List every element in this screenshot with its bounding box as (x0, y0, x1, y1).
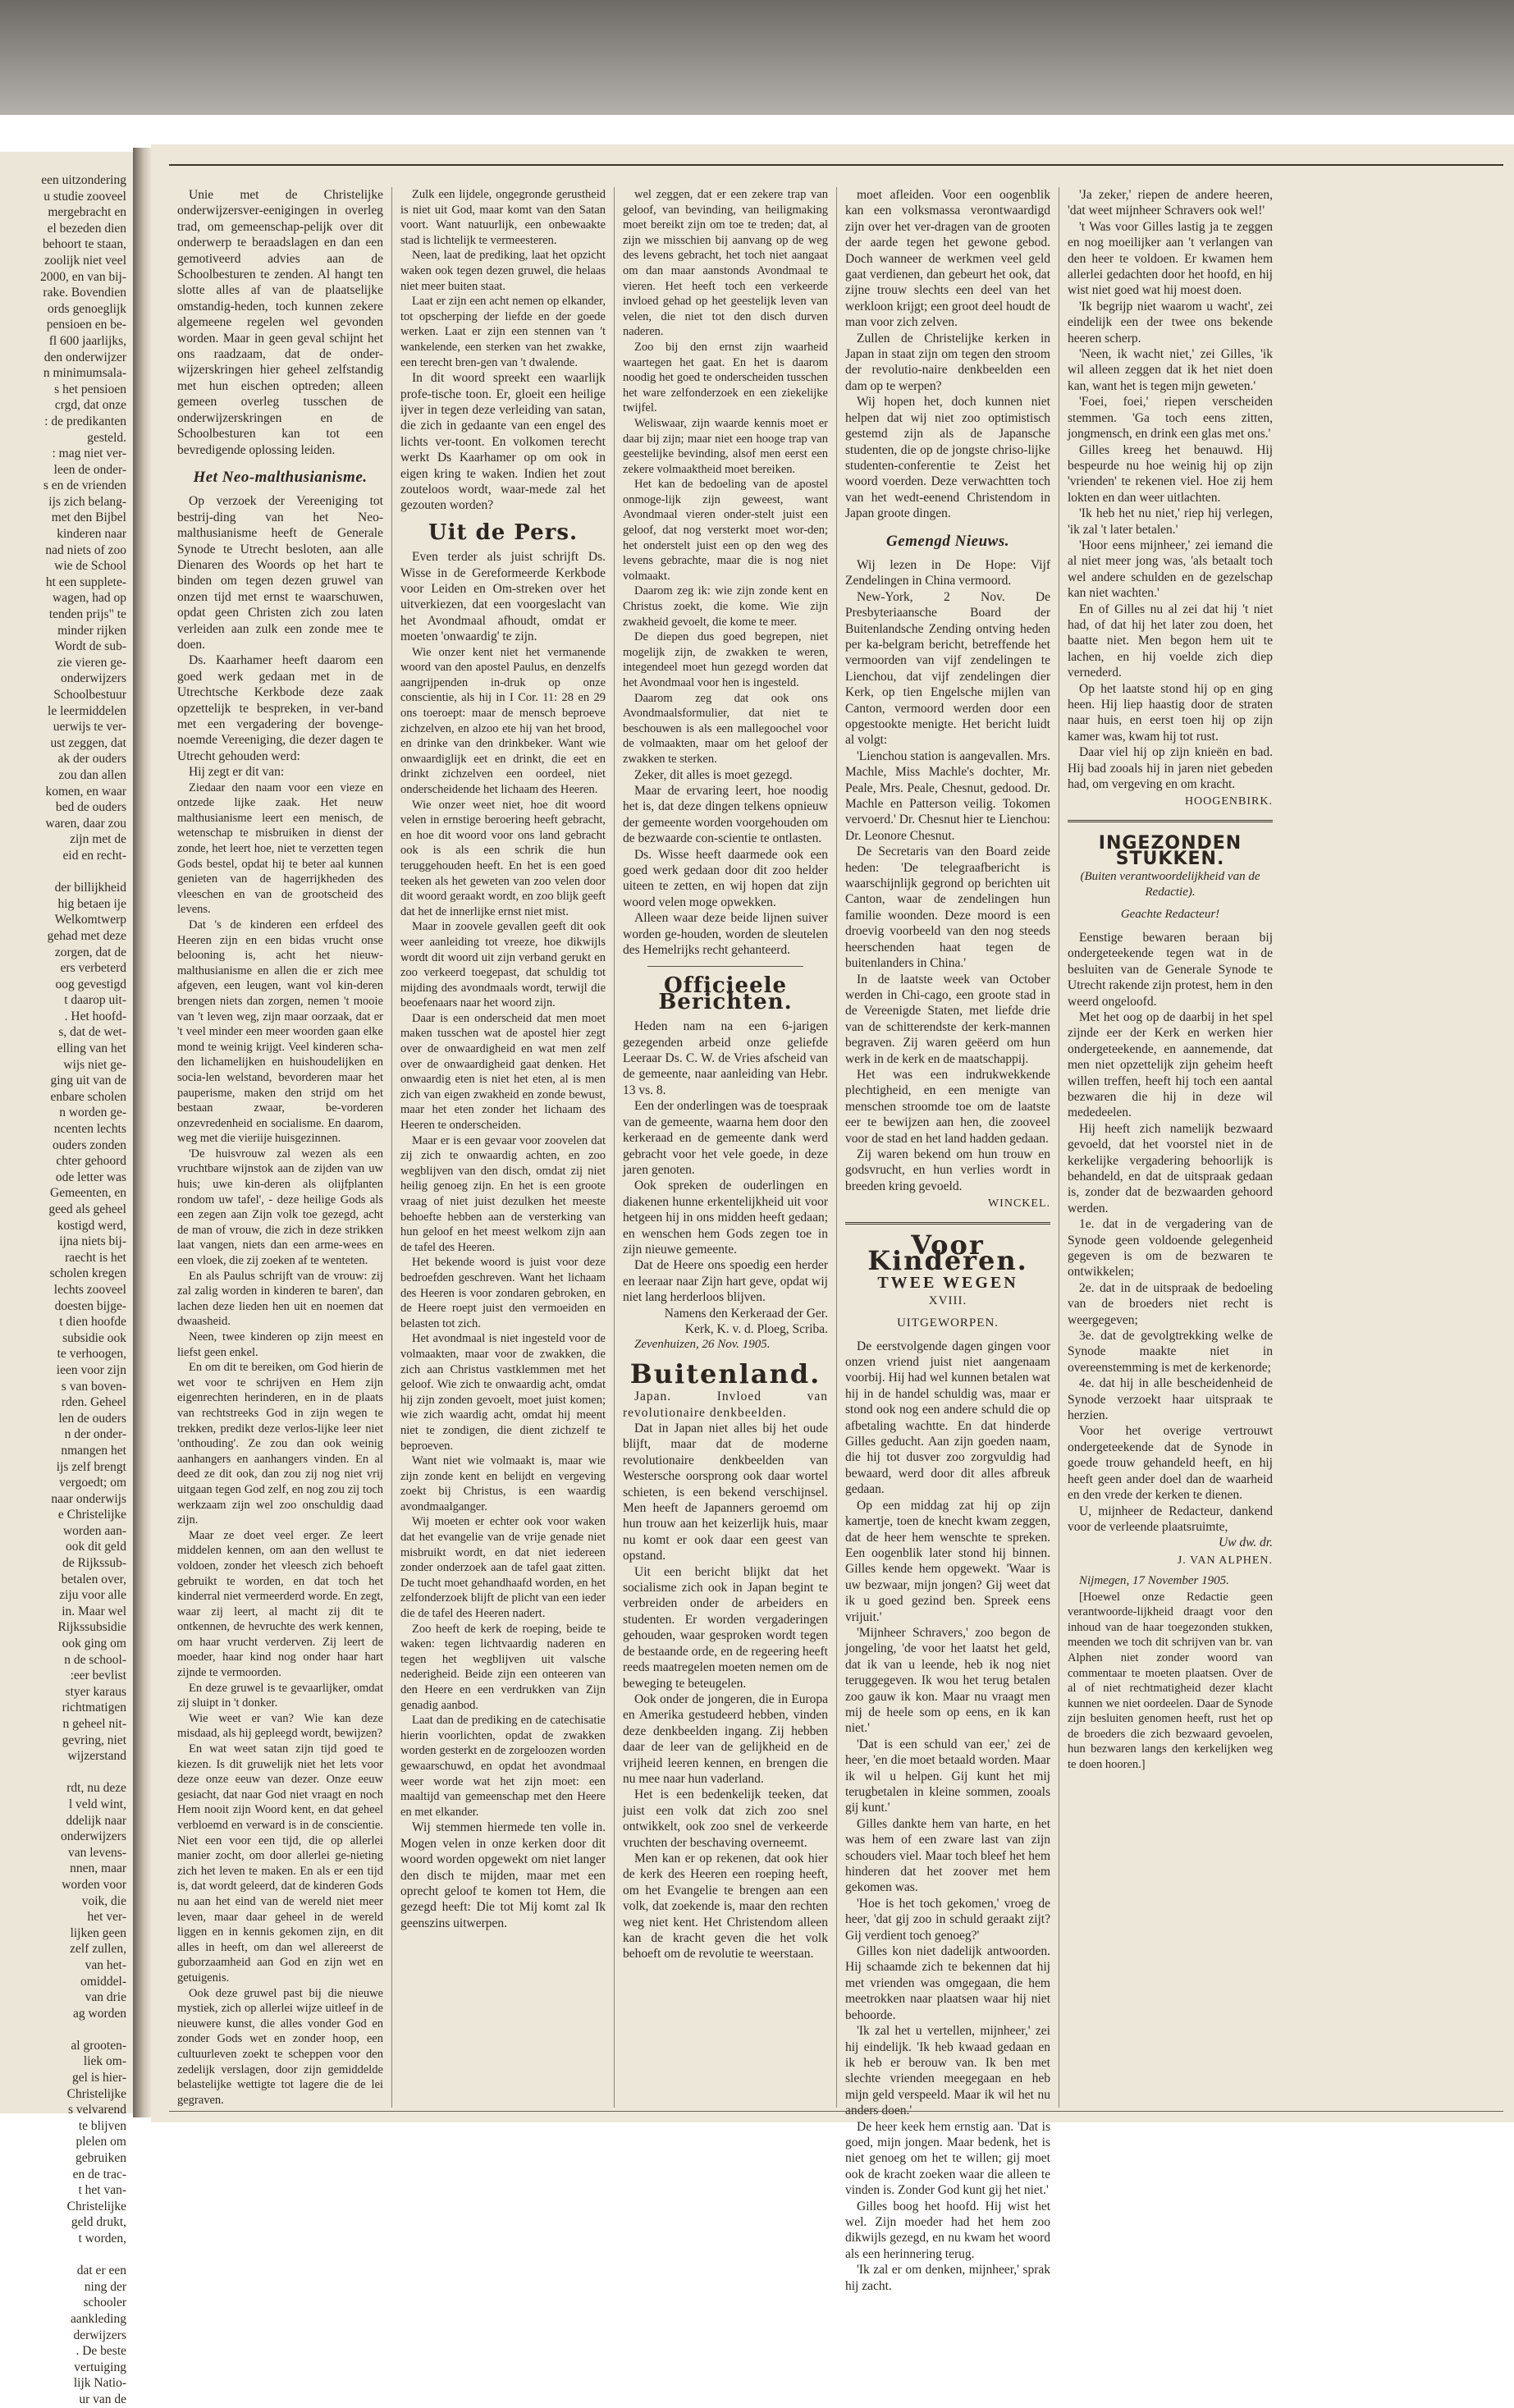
column-1 (169, 187, 391, 2108)
story-text: Gilles boog het hoofd. Hij wist het wel. Zijn moeder had het hem zoo dikwijls gezegd, en nu kwam het woord als een herinnering terug. (845, 2199, 1050, 2261)
quoted-text: Wie weet er van? Wie kan deze misdaad, als hij gepleegd wordt, bewijzen? (177, 1711, 383, 1741)
article-text: Ook onder de jongeren, die in Europa en Amerika gestudeerd hebben, vinden deze denkbeelden ingang. Zij hebben daar de leer van de gelijkheid en de vrijheid leeren kennen, en brengen die nu mee naar hun vaderland. (623, 1692, 828, 1786)
story-text: 'Dat is een schuld van eer,' zei de heer, 'en die moet betaald worden. Maar ik wil u helpen. Gij kunt het mij terugbetalen in kleine sommen, zooals gij kunt.' (845, 1737, 1050, 1815)
story-text: Gilles kon niet dadelijk antwoorden. Hij schaamde zich te bekennen dat hij met vrienden was omgegaan, die hem meetrokken naar plaatsen waar hij niet behoorde. (845, 1944, 1050, 2022)
article-text: In de laatste week van October werden in Chi-cago, een groote stad in de Vereenigde Staten, met liefde drie van de schitterendste der kerk-mannen begraven. Zij waren geëerd om hun werk in de kerk en de maatschappij. (845, 972, 1050, 1066)
quoted-text: Zoo heeft de kerk de roeping, beide te waken: tegen lichtvaardig naderen en tegen het wegblijven uit valsche nederigheid. Beide zijn een onteeren van den Heere en een verdrukken van Zijn genadig aanbod. (400, 1622, 606, 1712)
dateline: Zevenhuizen, 26 Nov. 1905. (634, 1338, 771, 1352)
salutation: Geachte Redacteur! (1120, 908, 1220, 922)
letter-text: U, mijnheer de Redacteur, dankend voor de verleende plaatsruimte, (1068, 1504, 1273, 1534)
quoted-text: En wat weet satan zijn tijd goed te kiezen. Is dit gruwelijk niet het lets voor deze onze eeuw van dezer. Onze eeuw gesiacht, dat naar God niet vraagt en noch Hem nooit zijn Woord kent, en dat geheel verbloemd en verward is in de conscientie. Niet een voor een tijd, die op allerlei manier zocht, om door allerlei ge-nieting zich het leven te maken. En als er een tijd is, dat wordt geleerd, dat de kinderen Gods nu aan het eind van de wereld niet meer leven, maar daar geheel in de wereld liggen en in kennis gekomen zijn, en dit alles in heeft, om dan wel allereerst de guborzaamheid aan God en zijn wet en getuigenis. (177, 1742, 383, 1985)
article-text: Ds. Wisse heeft daarmede ook een goed werk gedaan door dit zoo helder uiteen te zetten, en wij hopen dat zijn woord velen moge opwekken. (623, 847, 828, 909)
story-text: 'Ja zeker,' riepen de andere heeren, 'dat weet mijnheer Schravers ook wel!' (1068, 188, 1273, 218)
bottom-rule (169, 2111, 1503, 2112)
article-text: Op verzoek der Vereeniging tot bestrij-ding van het Neo-malthusianisme heeft de Generale Synode te Utrecht besloten, aan alle Dienaren des Woords op het hart te binden om tegen dezen gruwel van onzen tijd met ernst te waarschuwen, opdat geen Christen zich zou laten verleiden aan zulk een zonde mee te doen. (177, 494, 383, 652)
quoted-text: Het kan de bedoeling van de apostel onmoge-lijk zijn geweest, want Avondmaal vieren onder-stelt juist een geloof, dat nog versterkt moet wor-den; het onderstelt juist een op den weg des levens gebrachte, maar die is nog niet volmaakt. (623, 478, 828, 583)
news-subject: Japan. Invloed van revolutionaire denkbeelden. (623, 1389, 828, 1420)
signature: HOOGENBIRK. (1184, 795, 1273, 808)
heading-uit-de-pers: Uit de Pers. (428, 520, 579, 545)
previous-page-fragment (0, 152, 134, 2406)
heading-subtitle: (Buiten verantwoordelijkheid van de Redactie). (1080, 869, 1260, 900)
story-text: De heer keek hem ernstig aan. 'Dat is goed, mijn jongen. Maar bedenk, het is niet genoeg om het te willen; gij moet ook de kracht zoeken waar die alleen te vinden is. Zonder God kunt gij het niet.' (845, 2119, 1050, 2198)
story-title: TWEE WEGEN (877, 1274, 1018, 1293)
letter-text: Voor het overige vertrouwt ondergeteekende dat de Synode in goede trouw gehandeld heeft, en hij heeft geen ander doel dan de waarheid en den vrede der kerken te dienen. (1068, 1424, 1273, 1503)
article-text: Heden nam na een 6-jarigen gezegenden arbeid onze geliefde Leeraar Ds. C. W. de Vries afscheid van de gemeente, naar aanleiding van Hebr. 13 vs. 8. (623, 1019, 828, 1097)
heading-voor-kinderen: Voor Kinderen. (867, 1229, 1028, 1276)
article-text: Maar de ervaring leert, hoe noodig het is, dat deze dingen telkens opnieuw der gemeente worden voorgehouden om de bezwaarde con-scientie te ontlasten. (623, 783, 828, 846)
top-rule (169, 164, 1503, 166)
article-text: Zij waren bekend om hun trouw en godsvrucht, en hun verlies wordt in breeden kring gevoeld. (845, 1147, 1050, 1193)
page-gutter (133, 148, 151, 2117)
article-text: Ds. Kaarhamer heeft daarom een goed werk gedaan met in de Utrechtsche Kerkbode deze zaak opzettelijk te bespreken, in ver-band met een vergadering der bovenge-noemde Vereeniging, die dezer dagen te Utrecht gehouden werd: (177, 653, 383, 763)
quoted-text: De diepen dus goed begrepen, niet mogelijk zijn, de zwakken te weren, integendeel moet hun gezegd worden dat het Avondmaal voor hen is ingesteld. (623, 630, 828, 689)
article-text: Ook spreken de ouderlingen en diakenen hunne erkentelijkheid uit voor hetgeen hij in ons midden heeft gedaan; en wenschen hem Gods zegen toe in zijn nieuwe gemeente. (623, 1179, 828, 1257)
editorial-note: [Hoewel onze Redactie geen verantwoorde-lijkheid draagt voor den inhoud van de haar toegezonden stukken, meenden we toch dit schrijven van br. van Alphen niet zonder woord van commentaar te moeten plaatsen. Over de al of niet rechtmatigheid dezer klacht kunnen we niet oordeelen. Daar de Synode zijn besluiten genomen heeft, rust het op de broeders die zich bezwaard gevoelen, hun bezwaren langs den kerkelijken weg te doen hooren.] (1068, 1590, 1273, 1772)
story-text: De eerstvolgende dagen gingen voor onzen vriend juist niet aangenaam voorbij. Hij had wel kunnen betalen wat hij in de handel schuldig was, maar er stond ook nog een andere schuld die op afbetaling wachtte. En dat hinderde Gilles geducht. Aan zijn goeden naam, die hij tot dusver zoo zorgvuldig had bewaard, werd door dit alles afbreuk gedaan. (845, 1339, 1050, 1497)
story-text: Daar viel hij op zijn knieën en bad. Hij bad zooals hij in jaren niet gebeden had, om vergeving en om kracht. (1068, 745, 1273, 792)
article-text: De Secretaris van den Board zeide heden: 'De telegraafbericht is waarschijnlijk gegrond op berichten uit Canton, waar de zendelingen hun familie woonden. Deze moord is een droevig voorbeeld van den nog steeds heerschenden haat tegen de buitenlanders in China.' (845, 845, 1050, 971)
heading-buitenland: Buitenland. (629, 1357, 821, 1389)
closing: Uw dw. dr. (1218, 1536, 1273, 1550)
story-text: 'Ik zal er om denken, mijnheer,' sprak hij zacht. (845, 2263, 1050, 2293)
dateline: Nijmegen, 17 November 1905. (1079, 1574, 1229, 1588)
heading-gemengd-nieuws: Gemengd Nieuws. (886, 532, 1009, 550)
story-text: 't Was voor Gilles lastig ja te zeggen en nog moeilijker aan 't verlangen van den heer te voldoen. Er kwamen hem allerlei gedachten door het hoofd, en hij wist niet goed wat hij moest doen. (1068, 219, 1273, 298)
quoted-text: Ook deze gruwel past bij die nieuwe mystiek, zich op allerlei wijze uitleef in de nieuwere kunst, die alles vonder God en zonder Gods wet en zonder hoop, een cultuurleven zoekt te scheppen voor den zedelijk verslagen, door zijn gemiddelde belastelijke wettigte tot lagere die de lei gegraven. (177, 1986, 383, 2107)
story-text: 'Ik heb het nu niet,' riep hij verlegen, 'ik zal 't later betalen.' (1068, 506, 1273, 537)
scanner-backdrop (0, 0, 1514, 123)
column-5 (1059, 187, 1281, 2108)
quoted-text: Daar is een onderscheid dat men moet maken tusschen wat de apostel hier zegt over de onwaardigheid en wat men zelf over de onwaardigheid gaat denken. Het onwaardig eten is niet het eten, al is men zich van eigen zwakheid en zonde bewust, maar het eten zonder het lichaam des Heeren te onderscheiden. (400, 1011, 606, 1133)
quoted-text: Zoo bij den ernst zijn waarheid waartegen het gaat. En het is daarom noodig het goed te onderscheiden tusschen het ware zelfonderzoek en een ziekelijke twijfel. (623, 340, 828, 415)
letter-text: Eenstige bewaren beraan bij ondergeteekende tegen wat in de besluiten van de Generale Synode te Utrecht rakende zijn protest, hem in den weerd ongeloofd. (1068, 930, 1273, 1009)
article-text: Even terder als juist schrijft Ds. Wisse in de Gereformeerde Kerkbode voor Leiden en Om-streken over het uitverkiezen, dat een voorgeslacht van het Avondmaal afhoudt, omdat er moeten 'onwaardig' te zijn. (400, 550, 606, 644)
chapter-number: XVIII. (928, 1293, 967, 1307)
article-text: In dit woord spreekt een waarlijk profe-tische toon. Er, gloeit een heilige ijver in tegen deze verleiding van satan, die zich in gedaante van een engel des lichts ver-toont. En volkomen terecht werkt Ds Kaarhamer op om ook in eigen kring te waken. Indien het zout zouteloos wordt, waar-mede zal het gezouten worden? (400, 371, 606, 513)
story-text: Gilles dankte hem van harte, en het was hem of een zware last van zijn schouders viel. Maar toch bleef het hem hinderen dat het zoover met hem gekomen was. (845, 1816, 1050, 1895)
story-text: Gilles kreeg het benauwd. Hij bespeurde nu hoe weinig hij op zijn 'vrienden' te rekenen viel. Hoe zij hem lokten en dan weer uitlachten. (1068, 442, 1273, 505)
quoted-text: Maar ze doet veel erger. Ze leert middelen kennen, om aan den wellust te voldoen, zonder het vleesch zich behoeft gebruikt te worden, en dat toch het kinderral niet vermeerderd worde. En zegt, waar zij leert, al macht zij dit te ontkennen, de hevruchte des werk kennen, om haar vrucht verderven. Zij leert de moeder, haar kind nog onder haar hart zijnde te vermoorden. (177, 1528, 383, 1680)
heading-neo-malthusianisme: Het Neo-malthusianisme. (193, 468, 368, 486)
quoted-text: Het avondmaal is niet ingesteld voor de volmaakten, maar voor de zwakken, die zich aan Christus vastklemmen met het geloof. Wie zich te onwaardig acht, omdat hij zijn zonden gevoelt, moet juist komen; wie zich waardig acht, omdat hij meent niet te zondigen, die dient zichzelf te beproeven. (400, 1332, 606, 1453)
quoted-text: Wij moeten er echter ook voor waken dat het evangelie van de vrije genade niet misbruikt wordt, en dat niet iedereen zonder onderzoek aan de tafel gaat zitten. De tucht moet gehandhaafd worden, en het zelfonderzoek blijft de plicht van een ieder die de tafel des Heeren nadert. (400, 1515, 606, 1621)
separator (845, 1222, 1050, 1225)
heading-ingezonden-stukken: INGEZONDEN STUKKEN. (1098, 832, 1242, 870)
quoted-text: Laat dan de prediking en de catechisatie hierin voorlichten, opdat de zwakken worden gesterkt en de zorgeloozen worden gewaarschuwd, en opdat het avondmaal weer worde wat het zijn moet: een maaltijd van gemeenschap met den Heere en met elkander. (400, 1714, 606, 1819)
story-text: Op een middag zat hij op zijn kamertje, toen de knecht kwam zeggen, dat de heer hem wenschte te spreken. Een oogenblik later stond hij binnen. Gilles kende hem opgewekt. 'Waar is uw bezwaar, mijn jongen? Gij weet dat ik u goed gezind ben. Spreek eens vrijuit.' (845, 1498, 1050, 1624)
previous-page-text: een uitzondering u studie zooveel mergebracht en el bezeden dien behoort te staan, zoolijk niet veel 2000, en van bij- rake. Bovendien ords genoeglijk pensioen en be- fl 600 jaarlijks, den onderwijzer n minimumsala- s het pensioen crgd, dat onze : de predikanten gesteld. : mag niet ver- leen de onder- s en de vrienden ijs zich belang- met den Bijbel kinderen naar nad niets of zoo wie de School ht een supplete- wagen, had op tenden prijs" te minder rijken Wordt de sub- zie vieren ge- onderwijzers Schoolbestuur le leermiddelen uerwijs te ver- ust zeggen, dat ak der ouders zou dan allen komen, en waar bed de ouders waren, daar zou zijn met de eid en recht- der billijkheid hig betaen ije Welkomtwerp gehad met deze zorgen, dat de ers verbeterd oog gevestigd t daarop uit- . Het hoofd- s, dat de wet- elling van het wijs niet ge- ging uit van de enbare scholen n worden ge- ncenten lechts ouders zonden chter gehoord ode letter was Gemeenten, en geed als geheel kostigd werd, ijna niets bij- raecht is het scholen kregen lechts zooveel doesten bijge- t dien hoofde subsidie ook te verhoogen, ieen voor zijn s van boven- rden. Geheel len de ouders n der onder- nmangen het ijs zelf brengt vergoedt; om naar onderwijs e Christelijke worden aan- ook dit geld de Rijkssub- betalen over, ziju voor alle in. Maar wel Rijkssubsidie ook ging om n de school- :eer bevlist styer karaus richtmatigen n geheel nit- gevring, niet wijzerstand rdt, nu deze l veld wint, ddelijk naar onderwijzers van levens- nnen, maar worden voor voik, die het ver- lijken geen zelf zullen, van het- omiddel- van drie ag worden al grooten- liek om- gel is hier- Christelijke s velvarend te blijven plelen om gebruiken en de trac- t het van- Christelijke geld drukt, t worden, dat er een ning der schooler aankleding derwijzers . De beste vertuiging lijk Natio- ur van de (39, 173, 126, 2406)
article-text: 'Lienchou station is aangevallen. Mrs. Machle, Miss Machle's dochter, Mr. Peale, Mrs. Peale, Chesnut, gedood. Dr. Machle en Patterson veilig. Tokomen vervoerd.' Dr. Chesnut hier te Lienchou: Dr. Leonore Chesnut. (845, 748, 1050, 843)
article-text: Dat in Japan niet alles bij het oude blijft, maar dat de moderne revolutionaire denkbeelden van Westersche oorsprong ook daar wortel schieten, is een bekend verschijnsel. Men heeft de Japanners geroemd om hun trouw aan het keizerlijk huis, maar nu komt er ook daar een geest van opstand. (623, 1421, 828, 1563)
article-text: Alleen waar deze beide lijnen suiver worden ge-houden, worden de sleutelen des Hemelrijks recht gehanteerd. (623, 911, 828, 958)
story-text: 'Foei, foei,' riepen verscheiden stemmen. 'Ga toch eens zitten, jongmensch, en drink een glas met ons.' (1068, 395, 1273, 442)
quoted-text: Daarom zeg dat ook ons Avondmaalsformulier, dat niet te beschouwen is als een mallegoochel voor de volmaakten, maar om het geloof der zwakken te sterken. (623, 691, 828, 766)
quoted-text: Het bekende woord is juist voor deze bedroefden geschreven. Want het lichaam des Heeren is voor zondaren gebroken, en de Heere roept juist den vermoeiden en belasten tot zich. (400, 1256, 606, 1330)
story-text: 'Hoor eens mijnheer,' zei iemand die al niet meer jong was, 'als betaalt toch wel andere schulden en de gezelschap kan niet wachten.' (1068, 538, 1273, 601)
quoted-text: Want niet wie volmaakt is, maar wie zijn zonde kent en belijdt en vergeving zoekt bij Christus, is een waardig avondmaalganger. (400, 1454, 606, 1513)
article-text: Het was een indrukwekkende plechtigheid, en een menigte van menschen stroomde toe om de laatste eer te bewijzen aan hen, die zooveel voor de stad en het land hadden gedaan. (845, 1067, 1050, 1146)
quoted-text: Ziedaar den naam voor een vieze en ontzede lijke zaak. Het neuw malthusianisme leert een menisch, de wetenschap te misbruiken in dienst der zonde, het leert hoe, niet te verzetten tegen Gods bestel, opdat hij te beter aal kunnen genieten van de hagerrijkheden des vleeschen en van de grootscheid des levens. (177, 781, 383, 917)
article-text: Wij hopen het, doch kunnen niet helpen dat wij niet zoo optimistisch gestemd zijn als de Japansche studenten, die op de jongste chriso-lijke studenten-conferentie te Zeist het woord voerden. Deze verwachtten toch van het wedt-eenend Christendom in Japan groote dingen. (845, 395, 1050, 521)
article-text: moet afleiden. Voor een oogenblik kan een volksmassa verontwaardigd zijn over het ver-dragen van de grooten der aarde tegen het gewone gebod. Doch wanneer de werkmen veel geld gaat verdienen, dan gebeurt het ook, dat zijne trouw slechts een deel van het werkloon krijgt; een groot deel houdt de man voor zich zelven. (845, 188, 1050, 330)
quoted-text: En als Paulus schrijft van de vrouw: zij zal zalig worden in kinderen te baren', dan lachen deze lieden hen uit en noemen dat dwaasheid. (177, 1269, 383, 1329)
signature: J. VAN ALPHEN. (1177, 1554, 1273, 1567)
chapter-title: UITGEWORPEN. (896, 1316, 999, 1330)
separator (647, 966, 803, 967)
letter-text: Hij heeft zich namelijk bezwaard gevoeld, dat het voorstel niet in de kerkelijke vergadering behoorlijk is behandeld, en dat de uitspraak gedaan is, zonder dat de bezwaarden gehoord werden. (1068, 1121, 1273, 1215)
letter-text: 1e. dat in de vergadering van de Synode geen voldoende gelegenheid gegeven is om de bezwaren te ontwikkelen; (1068, 1217, 1273, 1280)
column-4 (836, 187, 1059, 2293)
article-text: Dat de Heere ons spoedig een herder en leeraar naar Zijn hart geve, opdat wij niet lang herderloos blijven. (623, 1258, 828, 1305)
letter-text: 4e. dat hij in alle bescheidenheid de Synode verzoekt haar uitspraak te herzien. (1068, 1376, 1273, 1423)
quoted-text: Wie onzer weet niet, hoe dit woord velen in ernstige beroering heeft gebracht, en hoe dit woord voor ons land gebracht ook is als een schrik die hun teruggehouden heeft. En het is een goed teeken als het geweten van zoo velen door dit woord geraakt wordt, en zoo blijk geeft dat het de innerlijke ernst niet mist. (400, 798, 606, 918)
quoted-text: Weliswaar, zijn waarde kennis moet er daar bij zijn; maar niet een hooge trap van geestelijke bevinding, alsof men eerst een zekere volmaaktheid moet bereiken. (623, 416, 828, 476)
article-text: Zeker, dit alles is moet gezegd. (634, 767, 793, 782)
column-2 (391, 187, 614, 2108)
story-text: 'Neen, ik wacht niet,' zei Gilles, 'ik wil alleen zeggen dat ik het niet doen kan, want het is tegen mijn geweten.' (1068, 347, 1273, 393)
quoted-text: Maar er is een gevaar voor zoovelen dat zij zich te onwaardig achten, en zoo wegblijven van den disch, omdat zij niet heilig genoeg zijn. En het is een groote vraag of niet juist dezulken het meeste behoefte hebben aan de versterking van hun geloof en het meest welkom zijn aan de tafel des Heeren. (400, 1133, 606, 1254)
quoted-text: Neen, twee kinderen op zijn meest en liefst geen enkel. (177, 1330, 383, 1359)
column-3 (614, 187, 836, 2108)
quoted-text: 'De huisvrouw zal wezen als een vruchtbare wijnstok aan de zijden van uw huis; uwe kin-deren als olijfplanten rondom uw tafel', - deze heilige Gods als een zegen aan Zijn volk toe gezegd, acht de man of vrouw, die zich in deze strikken laat vangen, niets dan een arme-wees en een vloek, die zij zoeken af te wenteten. (177, 1147, 383, 1268)
letter-text: 3e. dat de gevolgtrekking welke de Synode maakte niet in overeenstemming is met de kerkenorde; (1068, 1329, 1273, 1375)
quoted-text: Maar in zoovele gevallen geeft dit ook weer aanleiding tot vreeze, hoe dikwijls wordt dit woord uit zijn verband gerukt en zoo verkeerd toegepast, dat schuldig tot mijding des avondmaals wordt, terwijl die beoefenaars naar het woord zijn. (400, 920, 606, 1010)
article-text: Men kan er op rekenen, dat ook hier de kerk des Heeren een roeping heeft, om het Evangelie te brengen aan een volk, dat zoekende is, maar den rechten weg niet kent. Het Christendom alleen kan de kracht geven die het volk behoeft om de revolutie te weerstaan. (623, 1851, 828, 1962)
quoted-text: En deze gruwel is te gevaarlijker, omdat zij sluipt in 't donker. (177, 1681, 383, 1710)
quoted-text: wel zeggen, dat er een zekere trap van geloof, van bevinding, van heiligmaking moet bereikt zijn om toe te treden; dat, al zijn we misschien bij aanvang op de weg des levens gebracht, het toch niet aangaat om dan maar aanstonds Avondmaal te vieren. Het heeft toch een verkeerde invloed gehad op het geestelijk leven van velen, die niet tot den disch durven naderen. (623, 188, 828, 339)
quoted-text: Dat 's de kinderen een erfdeel des Heeren zijn en een bidas vrucht onse belooning is, acht het nieuw-malthusianisme en allen die er zich mee afgeven, een leugen, want vol kin-deren brengen niets dan zorgen, nemen 't mooie van 't leven weg, zijn maar oorzaak, dat er 't veel minder een meer woorden gaan elke mond te weinig krijgt. Veel kinderen scha-den lichamelijken en huishoudelijken en socia-len welstand, bevorderen maar het pauperisme, maken den strijd om het bestaan zwaar, be-vorderen onzevredenheid en socialisme. En daarom, weg met die vieriije huisgezinnen. (177, 918, 383, 1146)
text-columns (169, 187, 1503, 2293)
article-text: Wij lezen in De Hope: Vijf Zendelingen in China vermoord. (845, 557, 1050, 588)
story-text: 'Hoe is het toch gekomen,' vroeg de heer, 'dat gij zoo in schuld geraakt zijt? Gij verdient toch genoeg?' (845, 1896, 1050, 1943)
quoted-text: Zulk een lijdele, ongegronde gerustheid is niet uit God, maar komt van den Satan voort. Want natuurlijk, een onbewaakte stad is lichtelijk te vermeesteren. (400, 188, 606, 247)
quoted-text: Daarom zeg ik: wie zijn zonde kent en Christus zoekt, die kome. Wie zijn zwakheid gevoelt, die kome te meer. (623, 584, 828, 629)
quoted-text: En om dit te bereiken, om God hierin de wet voor te schrijven en Hem zijn eigenrechten herinderen, en in de plaats van rechtstreeks God in zijn wegen te trekken, predikt deze verlos-lijke leer niet 'onthouding'. Ze zou dan ook weinig aanhangers en aanhangers vinden. En al deed ze dit ook, dan zou zij nog niet vrij uitgaan tegen God zelf, en nog zou zij toch werkzaam zijn wel zoo onschuldig daad zijn. (177, 1361, 383, 1527)
article-text: Hij zegt er dit van: (189, 765, 285, 780)
article-text: New-York, 2 Nov. De Presbyteriaansche Board der Buitenlandsche Zending ontving heden per ka-belgram bericht, betreffende het vermoorden van vijf zendelingen te Lienchou, dat vijf zendelingen dier Kerk, op tien Engelsche mijlen van Canton, vermoord werden door een opgestookte menigte. Het bericht luidt al volgt: (845, 589, 1050, 748)
story-text: Op het laatste stond hij op en ging heen. Hij liep haastig door de straten naar huis, en eerst toen hij op zijn kamer was, kwam hij tot rust. (1068, 681, 1273, 744)
letter-text: Met het oog op de daarbij in het spel zijnde eer der Kerk en werken hier ondergeteekende, en aannemende, dat men niet opzettelijk zijn geheim heeft willen treffen, heeft hij toch een aantal bezwaren die hij in deze wil mededeelen. (1068, 1009, 1273, 1120)
story-text: 'Mijnheer Schravers,' zoo begon de jongeling, 'de voor het laatst het geld, dat ik van u leende, heb ik nog niet teruggegeven. Ik wou het terug betalen zoo gauw ik kon. Maar nu vraagt men mij de heele som op eens, en ik kan niet.' (845, 1625, 1050, 1736)
story-text: 'Ik begrijp niet waarom u wacht', zei eindelijk een der twee ons bekende heeren scherp. (1068, 299, 1273, 346)
heading-officieele-berichten: Officieele Berichten. (658, 973, 793, 1014)
quoted-text: Laat er zijn een acht nemen op elkander, tot opscherping der liefde en der goede werken. Laat er zijn een stennen van 't wankelende, een sterken van het zwakke, een terecht bren-gen van 't dwalende. (400, 295, 606, 369)
quoted-text: Wie onzer kent niet het vermanende woord van den apostel Paulus, en denzelfs aangrijpenden in-druk op onze conscientie, als hij in I Cor. 11: 28 en 29 ons toeroept: maar de mensch beproeve zichzelven, en alzoo ete hij van het brood, en drinke van den drinkbeker. Want wie onwaardiglijk eet en drinkt, die eet en drinkt zichzelven een oordeel, niet onderscheidende het lichaam des Heeren. (400, 645, 606, 796)
article-text: Zullen de Christelijke kerken in Japan in staat zijn om tegen den stroom der revolutio-naire denkbeelden een dam op te werpen? (845, 331, 1050, 393)
article-text: Unie met de Christelijke onderwijzersver-eenigingen in overleg trad, om gemeenschap-pelijk over dit onderwerp te beraadslagen en dan een gemotiveerd advies aan de Schoolbesturen te zenden. Al hangt ten slotte alles af van de plaatselijke omstandig-heden, toch kunnen zekere algemeene regelen wel gevonden worden. Maar in geen geval schijnt het ons raadzaam, dat de onder-wijzerskringen hier geheel zelfstandig met hun eischen optreden; alleen gemeen overleg tusschen de onderwijzerskringen en de Schoolbesturen kan tot een bevredigende oplossing leiden. (177, 188, 383, 457)
article-text: Wij stemmen hiermede ten volle in. Mogen velen in onze kerken door dit woord worden opgewekt om niet langer den disch te mijden, maar met een oprecht geloof te komen tot Hem, die gezegd heeft: Die tot Mij komt zal Ik geenszins uitwerpen. (400, 1820, 606, 1930)
quoted-text: Neen, laat de prediking, laat het opzicht waken ook tegen dezen gruwel, die helaas niet meer buiten staat. (400, 249, 606, 293)
story-text: En of Gilles nu al zei dat hij 't niet had, of dat hij het later zou doen, het baatte niet. Men begon hem uit te lachen, en hij voelde zich diep vernederd. (1068, 602, 1273, 680)
article-text: Het is een bedenkelijk teeken, dat juist een volk dat zich zoo snel ontwikkelt, ook zoo snel de verkeerde vruchten der beschaving overneemt. (623, 1788, 828, 1850)
letter-text: 2e. dat in de uitspraak de bedoeling van de broeders niet recht is weergegeven; (1068, 1280, 1273, 1327)
signature: Namens den Kerkeraad der Ger. Kerk, K. v. d. Ploeg, Scriba. (664, 1306, 828, 1336)
article-text: Uit een bericht blijkt dat het socialisme zich ook in Japan begint te verbreiden onder de arbeiders en studenten. Er worden vergaderingen gehouden, waar gesproken wordt tegen de bestaande orde, en de regeering heeft reeds maatregelen moeten nemen om de beweging te beteugelen. (623, 1564, 828, 1691)
article-text: Een der onderlingen was de toespraak van de gemeente, waarna hem door den kerkeraad en de gemeente dank werd gebracht voor het vele goede, in deze jaren genoten. (623, 1099, 828, 1177)
signature: WINCKEL. (987, 1197, 1050, 1211)
story-text: 'Ik zal het u vertellen, mijnheer,' zei hij eindelijk. 'Ik heb kwaad gedaan en ik heb er berouw van. Ik ben met slechte vrienden meegegaan en heb mijn geld verspeeld. Maar ik wil het nu anders doen.' (845, 2024, 1050, 2118)
separator (1068, 820, 1273, 822)
